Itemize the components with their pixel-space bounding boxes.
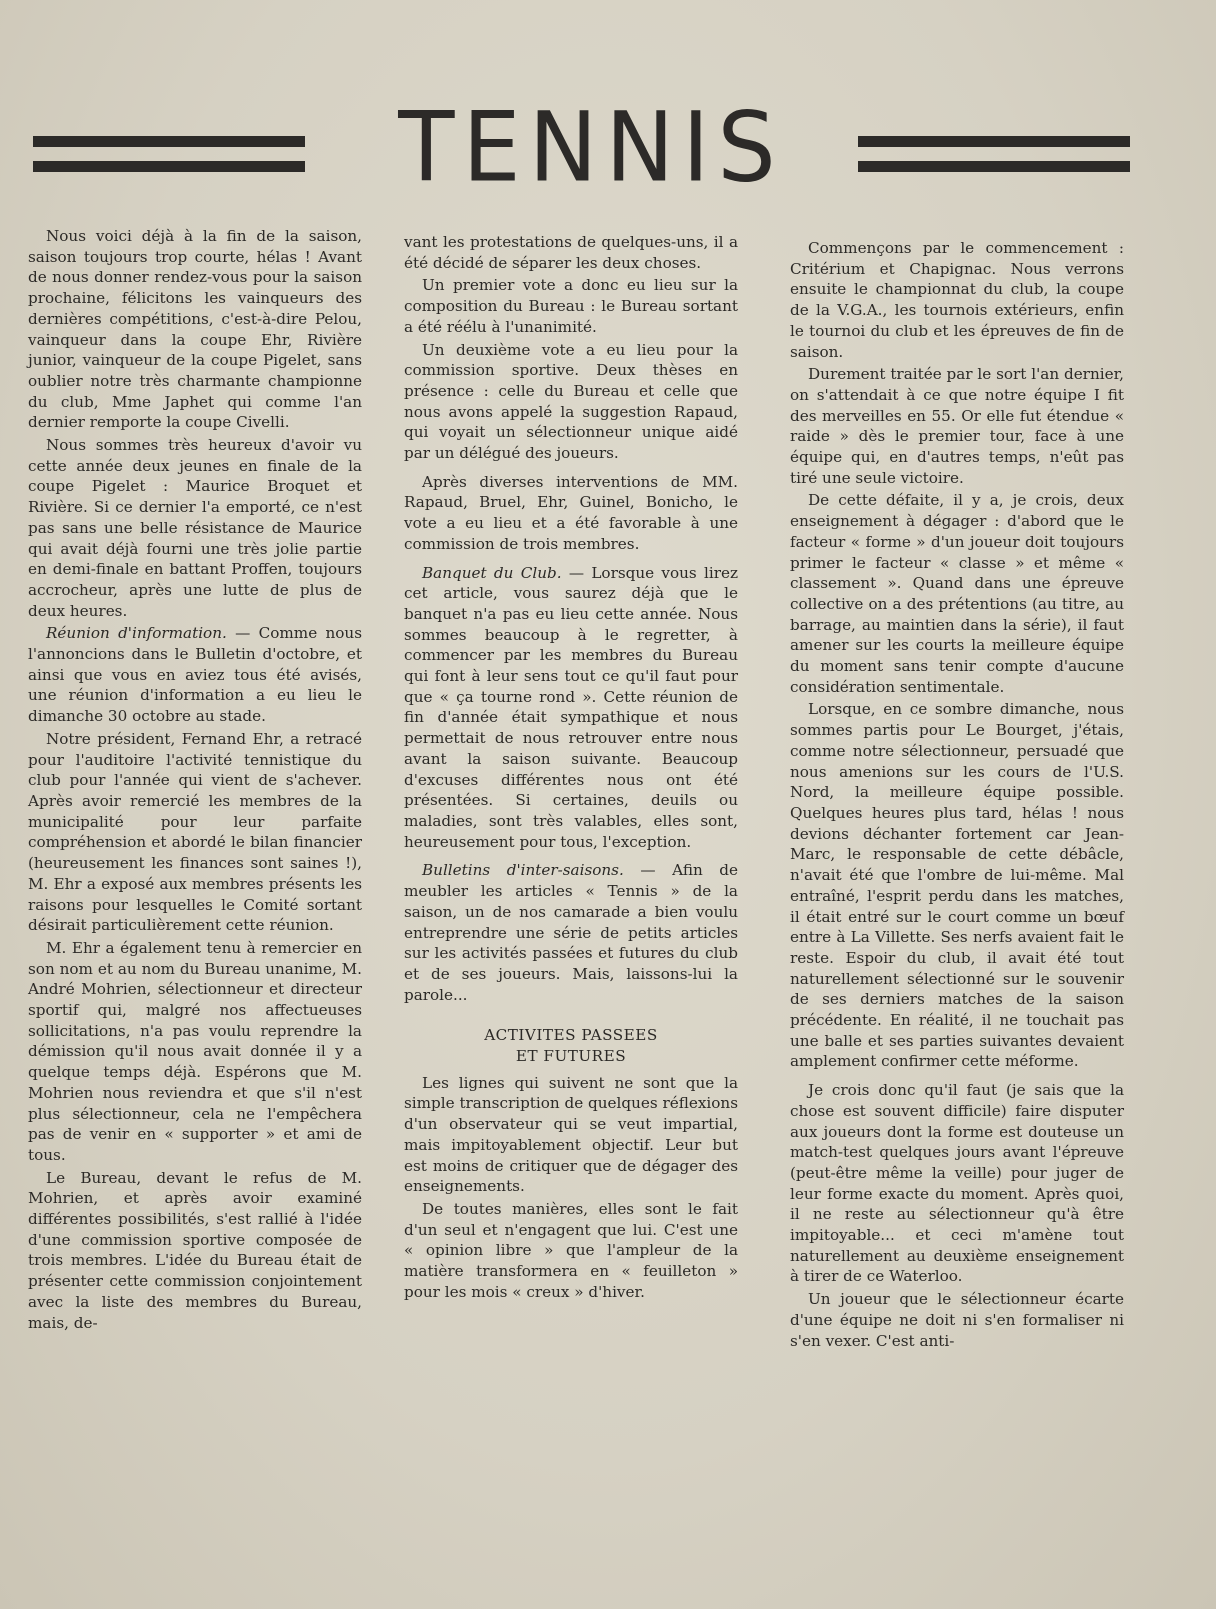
section-subhead — [404, 1025, 738, 1066]
paragraph — [404, 1199, 738, 1303]
page-title: TENNIS — [398, 91, 784, 204]
paragraph — [404, 340, 738, 464]
masthead — [30, 91, 1136, 206]
paragraph-text: Le Bureau, devant le refus de M. Mohrien, et après avoir examiné différentes possibilités, s'est rallié à l'idée d'une commission sportive composée de trois membres. L'idée du Bureau était de présenter cette commission conjointement avec la liste des membres du Bureau, mais, de- — [28, 1168, 362, 1332]
paragraph — [28, 435, 362, 621]
paragraph — [404, 275, 738, 337]
paragraph — [404, 860, 738, 1005]
paragraph-text: Un joueur que le sélectionneur écarte d'une équipe ne doit ni s'en formaliser ni s'en vexer. C'est anti- — [790, 1290, 1124, 1350]
paragraph — [790, 490, 1124, 697]
paragraph-text: Un premier vote a donc eu lieu sur la composition du Bureau : le Bureau sortant a été réélu à l'unanimité. — [404, 276, 738, 336]
rule-bar — [33, 161, 305, 172]
rule-bar — [858, 161, 1130, 172]
paragraph — [28, 938, 362, 1166]
paragraph-text: Nous sommes très heureux d'avoir vu cette année deux jeunes en finale de la coupe Pigelet : Maurice Broquet et Rivière. Si ce dernier l'a emporté, ce n'est pas sans une belle résistance de Maurice qui avait déjà fourni une très jolie partie en demi-finale en battant Proffen, toujours accrocheur, après une lutte de plus de deux heures. — [28, 436, 362, 620]
paragraph-text: — Lorsque vous lirez cet article, vous saurez déjà que le banquet n'a pas eu lieu cette année. Nous sommes beaucoup à le regretter, à commencer par les membres du Bureau qui font à leur sens tout ce qu'il faut pour que « ça tourne rond ». Cette réunion de fin d'année était sympathique et nous permettait de nous retrouver entre nous avant la saison suivante. Beaucoup d'excuses différentes nous ont été présentées. Si certaines, deuils ou maladies, sont très valables, elles sont, heureusement pour tous, l'exception. — [404, 563, 738, 851]
paragraph-text: Lorsque, en ce sombre dimanche, nous sommes partis pour Le Bourget, j'étais, comme notre sélectionneur, persuadé que nous amenions sur les cours de l'U.S. Nord, la meilleure équipe possible. Quelques heures plus tard, hélas ! nous devions déchanter fortement car Jean-Marc, le responsable de cette débâcle, n'avait été que l'ombre de lui-même. Mal entraîné, l'esprit perdu dans les matches, il était entré sur le court comme un bœuf entre à La Villette. Ses nerfs avaient fait le reste. Espoir du club, il avait été tout naturellement sélectionné sur le souvenir de ses derniers matches de la saison précédente. En réalité, il ne touchait pas une balle et ses parties suivantes devaient amplement confirmer cette méforme. — [790, 700, 1124, 1071]
paragraph — [790, 1289, 1124, 1351]
paragraph-text: Nous voici déjà à la fin de la saison, saison toujours trop courte, hélas ! Avant de nous donner rendez-vous pour la saison prochaine, félicitons les vainqueurs des dernières compétitions, c'est-à-dire Pelou, vainqueur dans la coupe Ehr, Rivière junior, vainqueur de la coupe Pigelet, sans oublier notre très charmante championne du club, Mme Japhet qui comme l'an dernier remporte la coupe Civelli. — [28, 227, 362, 432]
decorative-rules-right — [858, 136, 1130, 186]
paragraph — [790, 699, 1124, 1072]
article-column-3 — [790, 238, 1124, 1353]
paragraph — [404, 563, 738, 853]
paragraph-text: Les lignes qui suivent ne sont que la simple transcription de quelques réflexions d'un observateur qui se veut impartial, mais impitoyablement objectif. Leur but est moins de critiquer que de dégager des enseignements. — [404, 1073, 739, 1196]
article-column-2 — [404, 232, 738, 1304]
paragraph-text: — Afin de meubler les articles « Tennis » de la saison, un de nos camarade a bien voulu entreprendre une série de petits articles sur les activités passées et futures du club et de ses joueurs. Mais, laissons-lui la parole... — [404, 861, 738, 1004]
subhead-line: ACTIVITES PASSEES — [484, 1026, 658, 1045]
section-lead: Banquet du Club. — [422, 563, 562, 582]
rule-bar — [858, 136, 1130, 147]
paragraph — [28, 623, 362, 727]
paragraph — [28, 729, 362, 936]
paragraph-text: Un deuxième vote a eu lieu pour la commission sportive. Deux thèses en présence : celle du Bureau et celle que nous avons appelé la suggestion Rapaud, qui voyait un sélectionneur unique aidé par un délégué des joueurs. — [404, 340, 738, 463]
paragraph-text: De cette défaite, il y a, je crois, deux enseignement à dégager : d'abord que le facteur « forme » d'un joueur doit toujours primer le facteur « classe » et même « classement ». Quand dans une épreuve collective on a des prétentions (au titre, au barrage, au maintien dans la série), il faut amener sur les courts la meilleure équipe du moment sans tenir compte d'aucune considération sentimentale. — [790, 491, 1124, 696]
article-column-1 — [28, 226, 362, 1335]
paragraph-text: De toutes manières, elles sont le fait d'un seul et n'engagent que lui. C'est une « opinion libre » que l'ampleur de la matière transformera en « feuilleton » pour les mois « creux » d'hiver. — [404, 1199, 738, 1301]
paragraph-text: M. Ehr a également tenu à remercier en son nom et au nom du Bureau unanime, M. André Mohrien, sélectionneur et directeur sportif qui, malgré nos affectueuses sollicitations, n'a pas voulu reprendre la démission qu'il nous avait donnée il y a quelque temps déjà. Espérons que M. Mohrien nous reviendra et que s'il n'est plus sélectionneur, cela ne l'empêchera pas de venir en « supporter » et ami de tous. — [28, 938, 362, 1164]
section-lead: Réunion d'information. — [46, 624, 227, 643]
paragraph — [28, 226, 362, 433]
paragraph — [404, 1073, 738, 1197]
subhead-line: ET FUTURES — [515, 1047, 627, 1066]
paragraph-text: Durement traitée par le sort l'an dernier, on s'attendait à ce que notre équipe I fit des merveilles en 55. Or elle fut étendue « raide » dès le premier tour, face à une équipe qui, en d'autres temps, n'eût pas tiré une seule victoire. — [790, 365, 1124, 487]
paragraph-text: Après diverses interventions de MM. Rapaud, Bruel, Ehr, Guinel, Bonicho, le vote a eu lieu et a été favorable à une commission de trois membres. — [404, 472, 738, 553]
paragraph — [790, 238, 1124, 362]
decorative-rules-left — [33, 136, 305, 186]
paragraph — [790, 1080, 1124, 1287]
paragraph-text: Commençons par le commencement : Critérium et Chapignac. Nous verrons ensuite le championnat du club, la coupe de la V.G.A., les tournois extérieurs, enfin le tournoi du club et les épreuves de fin de saison. — [790, 239, 1124, 361]
paragraph — [404, 232, 738, 273]
paragraph-text: vant les protestations de quelques-uns, il a été décidé de séparer les deux choses. — [404, 233, 738, 272]
paragraph-text: — Comme nous l'annoncions dans le Bulletin d'octobre, et ainsi que vous en aviez tous été avisés, une réunion d'information a eu lieu le dimanche 30 octobre au stade. — [28, 624, 362, 726]
paragraph-text: Je crois donc qu'il faut (je sais que la chose est souvent difficile) faire disputer aux joueurs dont la forme est douteuse un match-test quelques jours avant l'épreuve (peut-être même la veille) pour juger de leur forme exacte du moment. Après quoi, il ne reste au sélectionneur qu'à être impitoyable... et ceci m'amène tout naturellement au deuxième enseignement à tirer de ce Waterloo. — [790, 1081, 1124, 1286]
paragraph — [404, 472, 738, 555]
rule-bar — [33, 136, 305, 147]
paragraph — [790, 364, 1124, 488]
section-lead: Bulletins d'inter-saisons. — [422, 861, 624, 880]
paragraph-text: Notre président, Fernand Ehr, a retracé pour l'auditoire l'activité tennistique du club pour l'année qui vient de s'achever. Après avoir remercié les membres de la municipalité pour leur parfaite compréhension et abordé le bilan financier (heureusement les finances sont saines !), M. Ehr a exposé aux membres présents les raisons pour lesquelles le Comité sortant désirait particulièrement cette réunion. — [28, 729, 362, 935]
paragraph — [28, 1168, 362, 1334]
